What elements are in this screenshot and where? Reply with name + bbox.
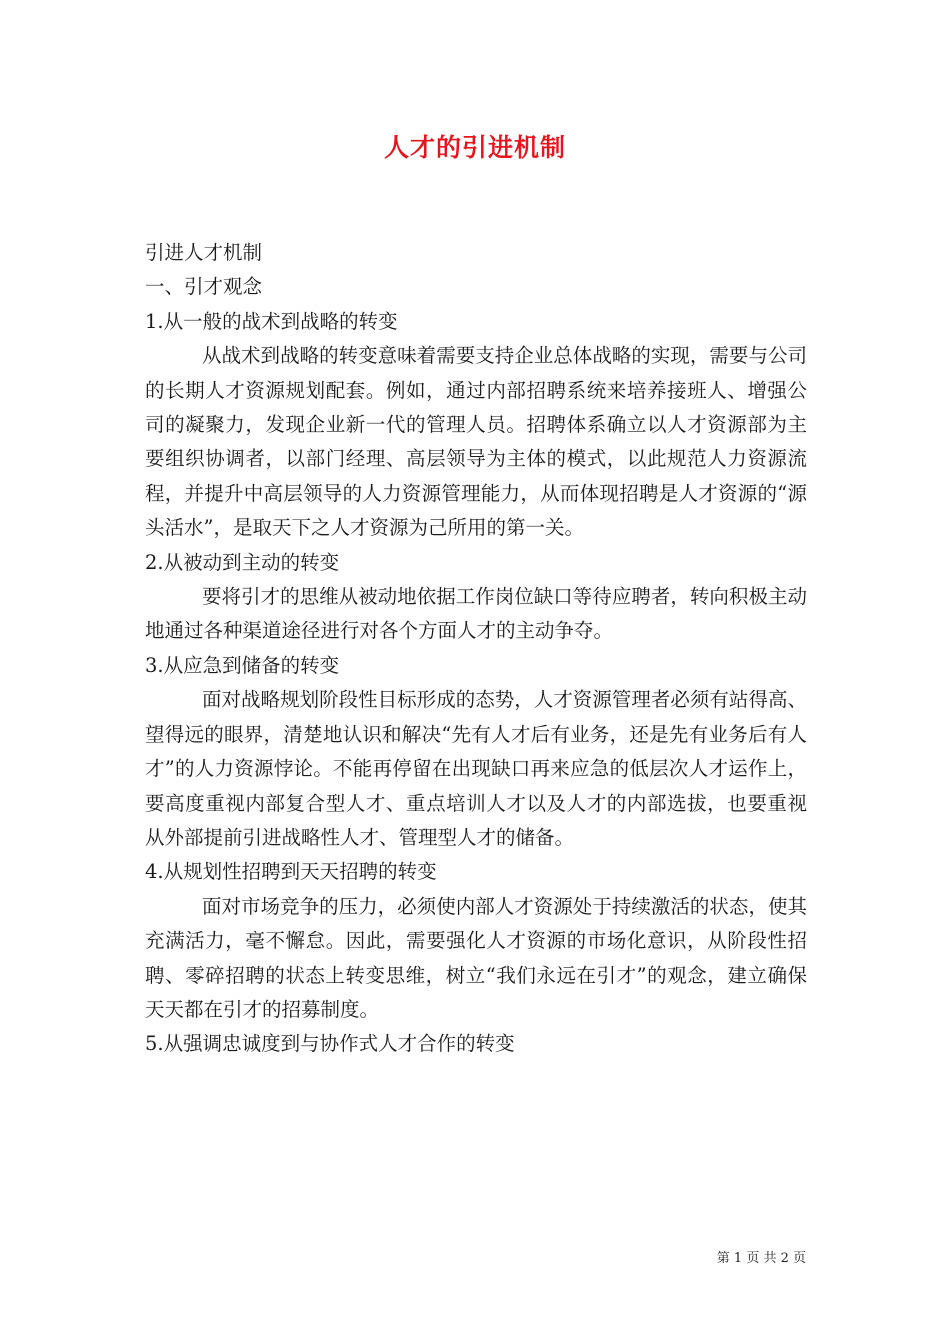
subsection-2-title: 2.从被动到主动的转变 — [145, 550, 340, 574]
heading: 引进人才机制 — [145, 241, 263, 264]
subsection-4-title: 4.从规划性招聘到天天招聘的转变 — [145, 860, 437, 884]
paragraph-4: 面对市场竞争的压力，必须使内部人才资源处于持续激活的状态，使其充满活力，毫不懈怠。因此，需要强化人才资源的市场化意识，从阶段性招聘、零碎招聘的状态上转变思维，树立“我们永远在引才”的观念，建立确保天天都在引才的招募制度。 — [145, 894, 807, 1021]
paragraph-2: 要将引才的思维从被动地依据工作岗位缺口等待应聘者，转向积极主动地通过各种渠道途径进行对各个方面人才的主动争夺。 — [145, 585, 807, 643]
paragraph-1: 从战术到战略的转变意味着需要支持企业总体战略的实现，需要与公司的长期人才资源规划配套。例如，通过内部招聘系统来培养接班人、增强公司的凝聚力，发现企业新一代的管理人员。招聘体系确立以人才资源部为主要组织协调者，以部门经理、高层领导为主体的模式，以此规范人力资源流程，并提升中高层领导的人力资源管理能力，从而体现招聘是人才资源的“源头活水”，是取天下之人才资源为己所用的第一关。 — [145, 344, 807, 540]
section-heading: 一、引才观念 — [145, 275, 263, 299]
paragraph-3: 面对战略规划阶段性目标形成的态势，人才资源管理者必须有站得高、望得远的眼界，清楚地认识和解决“先有人才后有业务，还是先有业务后有人才”的人力资源悖论。不能再停留在出现缺口再来应急的低层次人才运作上，要高度重视内部复合型人才、重点培训人才以及人才的内部选拔，也要重视从外部提前引进战略性人才、管理型人才的储备。 — [145, 688, 807, 849]
subsection-1-title: 1.从一般的战术到战略的转变 — [145, 309, 398, 333]
subsection-5-title: 5.从强调忠诚度到与协作式人才合作的转变 — [145, 1032, 515, 1056]
document-body — [145, 236, 807, 1062]
document-title: 人才的引进机制 — [383, 133, 566, 162]
page-number: 第 1 页 共 2 页 — [716, 1251, 806, 1266]
subsection-3-title: 3.从应急到储备的转变 — [145, 653, 340, 677]
